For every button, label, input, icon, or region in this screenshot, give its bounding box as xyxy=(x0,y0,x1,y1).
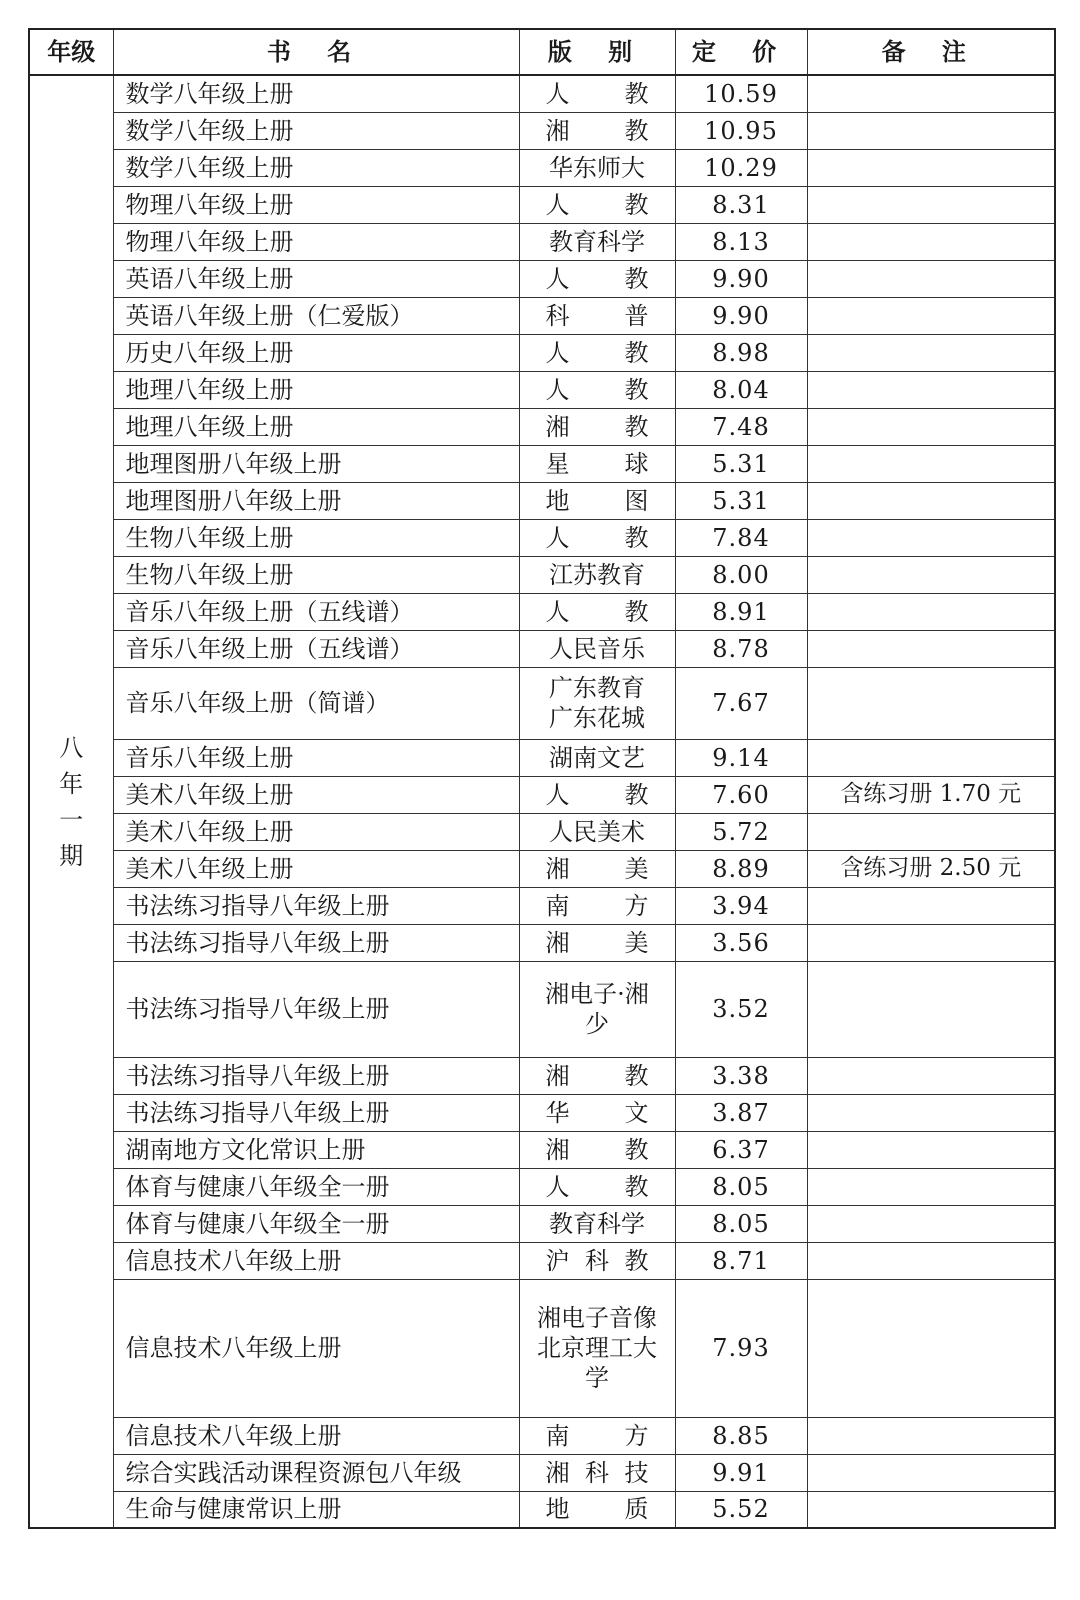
edition-cell xyxy=(519,75,675,112)
book-name-cell: 湖南地方文化常识上册 xyxy=(113,1131,519,1168)
note-cell xyxy=(807,813,1055,850)
header-grade: 年级 xyxy=(29,29,113,75)
price-cell: 3.56 xyxy=(675,924,807,961)
table-row xyxy=(29,630,1055,667)
edition-cell xyxy=(519,739,675,776)
edition-text: 北京理工大 xyxy=(537,1334,657,1362)
edition-text: 人 教 xyxy=(545,79,649,108)
table-row xyxy=(29,519,1055,556)
edition-cell xyxy=(519,1057,675,1094)
price-cell: 8.78 xyxy=(675,630,807,667)
book-name-cell: 物理八年级上册 xyxy=(113,186,519,223)
book-name-cell: 书法练习指导八年级上册 xyxy=(113,1057,519,1094)
note-cell xyxy=(807,1242,1055,1279)
book-name-cell: 美术八年级上册 xyxy=(113,850,519,887)
note-cell xyxy=(807,1057,1055,1094)
note-cell xyxy=(807,1279,1055,1417)
edition-text: 学 xyxy=(585,1364,609,1392)
note-cell xyxy=(807,75,1055,112)
textbook-price-table xyxy=(28,28,1056,1529)
edition-text: 地 图 xyxy=(545,486,649,515)
price-cell: 6.37 xyxy=(675,1131,807,1168)
edition-text: 教育科学 xyxy=(549,227,645,256)
table-row xyxy=(29,1491,1055,1528)
book-name-cell: 物理八年级上册 xyxy=(113,223,519,260)
edition-text: 人 教 xyxy=(545,375,649,404)
table-row xyxy=(29,850,1055,887)
table-row xyxy=(29,667,1055,739)
edition-cell xyxy=(519,1491,675,1528)
book-name-cell: 美术八年级上册 xyxy=(113,813,519,850)
note-cell: 含练习册 2.50 元 xyxy=(807,850,1055,887)
book-name-cell: 数学八年级上册 xyxy=(113,112,519,149)
table-row xyxy=(29,593,1055,630)
book-name-cell: 生命与健康常识上册 xyxy=(113,1491,519,1528)
edition-cell xyxy=(519,482,675,519)
table-row xyxy=(29,739,1055,776)
price-cell: 8.91 xyxy=(675,593,807,630)
book-name-cell: 书法练习指导八年级上册 xyxy=(113,1094,519,1131)
table-row xyxy=(29,75,1055,112)
edition-text: 广东花城 xyxy=(549,704,645,732)
note-cell xyxy=(807,556,1055,593)
price-cell: 8.00 xyxy=(675,556,807,593)
edition-text: 华 文 xyxy=(545,1098,649,1127)
book-name-cell: 体育与健康八年级全一册 xyxy=(113,1168,519,1205)
table-row xyxy=(29,223,1055,260)
table-row xyxy=(29,887,1055,924)
edition-cell xyxy=(519,371,675,408)
edition-text: 人 教 xyxy=(545,780,649,809)
edition-cell xyxy=(519,813,675,850)
table-row xyxy=(29,445,1055,482)
book-name-cell: 地理图册八年级上册 xyxy=(113,482,519,519)
book-name-cell: 生物八年级上册 xyxy=(113,519,519,556)
book-name-cell: 数学八年级上册 xyxy=(113,75,519,112)
edition-cell xyxy=(519,1131,675,1168)
price-cell: 10.59 xyxy=(675,75,807,112)
header-price: 定 价 xyxy=(675,29,807,75)
edition-text: 地 质 xyxy=(545,1495,649,1524)
table-header-row xyxy=(29,29,1055,75)
edition-text: 人 教 xyxy=(545,523,649,552)
table-row xyxy=(29,776,1055,813)
note-cell xyxy=(807,297,1055,334)
price-cell: 8.04 xyxy=(675,371,807,408)
price-cell: 3.52 xyxy=(675,961,807,1057)
edition-text: 湘 科 技 xyxy=(545,1458,649,1487)
price-cell: 7.48 xyxy=(675,408,807,445)
edition-cell xyxy=(519,1094,675,1131)
price-cell: 8.05 xyxy=(675,1168,807,1205)
book-name-cell: 英语八年级上册（仁爱版） xyxy=(113,297,519,334)
edition-cell xyxy=(519,297,675,334)
note-cell xyxy=(807,1168,1055,1205)
price-cell: 5.31 xyxy=(675,482,807,519)
price-cell: 8.71 xyxy=(675,1242,807,1279)
note-cell xyxy=(807,593,1055,630)
edition-cell xyxy=(519,186,675,223)
note-cell xyxy=(807,739,1055,776)
edition-cell xyxy=(519,519,675,556)
table-row xyxy=(29,1168,1055,1205)
price-cell: 8.85 xyxy=(675,1417,807,1454)
edition-cell xyxy=(519,445,675,482)
edition-cell xyxy=(519,260,675,297)
note-cell xyxy=(807,371,1055,408)
note-cell xyxy=(807,630,1055,667)
table-row xyxy=(29,556,1055,593)
book-name-cell: 音乐八年级上册（简谱） xyxy=(113,667,519,739)
price-cell: 8.89 xyxy=(675,850,807,887)
edition-cell xyxy=(519,1279,675,1417)
edition-cell xyxy=(519,776,675,813)
table-row xyxy=(29,297,1055,334)
book-name-cell: 音乐八年级上册 xyxy=(113,739,519,776)
note-cell xyxy=(807,334,1055,371)
book-name-cell: 书法练习指导八年级上册 xyxy=(113,887,519,924)
table-row xyxy=(29,961,1055,1057)
edition-text: 湘电子·湘 xyxy=(545,980,649,1008)
price-cell: 9.90 xyxy=(675,260,807,297)
price-cell: 7.93 xyxy=(675,1279,807,1417)
book-name-cell: 信息技术八年级上册 xyxy=(113,1242,519,1279)
book-name-cell: 英语八年级上册 xyxy=(113,260,519,297)
price-cell: 8.31 xyxy=(675,186,807,223)
book-name-cell: 数学八年级上册 xyxy=(113,149,519,186)
grade-label: 八年一期 xyxy=(59,733,84,870)
table-row xyxy=(29,186,1055,223)
book-name-cell: 书法练习指导八年级上册 xyxy=(113,961,519,1057)
price-cell: 7.67 xyxy=(675,667,807,739)
table-row xyxy=(29,149,1055,186)
table-row xyxy=(29,1279,1055,1417)
price-cell: 7.60 xyxy=(675,776,807,813)
edition-cell xyxy=(519,1417,675,1454)
price-cell: 3.94 xyxy=(675,887,807,924)
edition-cell xyxy=(519,961,675,1057)
edition-cell xyxy=(519,1242,675,1279)
edition-cell xyxy=(519,850,675,887)
table-row xyxy=(29,1454,1055,1491)
edition-text: 华东师大 xyxy=(549,153,645,182)
edition-text: 湘 教 xyxy=(545,1135,649,1164)
note-cell xyxy=(807,1205,1055,1242)
table-row xyxy=(29,112,1055,149)
edition-text: 科 普 xyxy=(545,301,649,330)
edition-text: 人民音乐 xyxy=(549,634,645,663)
table-body xyxy=(29,75,1055,1528)
book-name-cell: 地理图册八年级上册 xyxy=(113,445,519,482)
edition-text: 教育科学 xyxy=(549,1209,645,1238)
edition-cell xyxy=(519,1454,675,1491)
note-cell xyxy=(807,408,1055,445)
edition-cell xyxy=(519,112,675,149)
note-cell xyxy=(807,1094,1055,1131)
grade-cell xyxy=(29,75,113,1528)
book-name-cell: 音乐八年级上册（五线谱） xyxy=(113,630,519,667)
edition-text: 湘电子音像 xyxy=(537,1304,657,1332)
note-cell xyxy=(807,961,1055,1057)
edition-text: 湘 教 xyxy=(545,1061,649,1090)
table-row xyxy=(29,813,1055,850)
book-name-cell: 生物八年级上册 xyxy=(113,556,519,593)
note-cell xyxy=(807,887,1055,924)
note-cell xyxy=(807,260,1055,297)
edition-text: 南 方 xyxy=(545,891,649,920)
edition-text: 人 教 xyxy=(545,190,649,219)
edition-text: 人 教 xyxy=(545,597,649,626)
note-cell xyxy=(807,667,1055,739)
edition-cell xyxy=(519,408,675,445)
edition-text: 南 方 xyxy=(545,1421,649,1450)
table-row xyxy=(29,1131,1055,1168)
note-cell xyxy=(807,1454,1055,1491)
edition-text: 人民美术 xyxy=(549,817,645,846)
table-row xyxy=(29,1205,1055,1242)
note-cell xyxy=(807,1491,1055,1528)
book-name-cell: 信息技术八年级上册 xyxy=(113,1417,519,1454)
note-cell: 含练习册 1.70 元 xyxy=(807,776,1055,813)
table-row xyxy=(29,1094,1055,1131)
book-name-cell: 历史八年级上册 xyxy=(113,334,519,371)
book-name-cell: 美术八年级上册 xyxy=(113,776,519,813)
edition-cell xyxy=(519,667,675,739)
edition-cell xyxy=(519,630,675,667)
edition-cell xyxy=(519,924,675,961)
note-cell xyxy=(807,1417,1055,1454)
edition-text: 星 球 xyxy=(545,449,649,478)
price-cell: 3.38 xyxy=(675,1057,807,1094)
edition-text: 湖南文艺 xyxy=(549,743,645,772)
price-cell: 9.14 xyxy=(675,739,807,776)
note-cell xyxy=(807,482,1055,519)
edition-cell xyxy=(519,593,675,630)
table-row xyxy=(29,1242,1055,1279)
note-cell xyxy=(807,223,1055,260)
edition-text: 广东教育 xyxy=(549,674,645,702)
book-name-cell: 地理八年级上册 xyxy=(113,371,519,408)
price-cell: 10.29 xyxy=(675,149,807,186)
edition-cell xyxy=(519,223,675,260)
price-cell: 5.52 xyxy=(675,1491,807,1528)
price-cell: 9.91 xyxy=(675,1454,807,1491)
note-cell xyxy=(807,445,1055,482)
table-row xyxy=(29,482,1055,519)
book-name-cell: 信息技术八年级上册 xyxy=(113,1279,519,1417)
edition-text: 人 教 xyxy=(545,264,649,293)
edition-cell xyxy=(519,334,675,371)
price-cell: 8.05 xyxy=(675,1205,807,1242)
book-name-cell: 综合实践活动课程资源包八年级 xyxy=(113,1454,519,1491)
book-name-cell: 体育与健康八年级全一册 xyxy=(113,1205,519,1242)
price-cell: 5.72 xyxy=(675,813,807,850)
table-row xyxy=(29,334,1055,371)
edition-cell xyxy=(519,887,675,924)
edition-text: 湘 教 xyxy=(545,412,649,441)
edition-text: 沪 科 教 xyxy=(545,1246,649,1275)
header-book-name: 书 名 xyxy=(113,29,519,75)
edition-text: 湘 教 xyxy=(545,116,649,145)
table-row xyxy=(29,371,1055,408)
edition-text: 江苏教育 xyxy=(549,560,645,589)
edition-text: 少 xyxy=(585,1010,609,1038)
edition-cell xyxy=(519,556,675,593)
edition-text: 人 教 xyxy=(545,338,649,367)
book-name-cell: 地理八年级上册 xyxy=(113,408,519,445)
price-cell: 5.31 xyxy=(675,445,807,482)
edition-text: 人 教 xyxy=(545,1172,649,1201)
header-note: 备 注 xyxy=(807,29,1055,75)
edition-cell xyxy=(519,149,675,186)
edition-text: 湘 美 xyxy=(545,928,649,957)
price-cell: 3.87 xyxy=(675,1094,807,1131)
table-row xyxy=(29,924,1055,961)
edition-cell xyxy=(519,1205,675,1242)
note-cell xyxy=(807,186,1055,223)
book-name-cell: 音乐八年级上册（五线谱） xyxy=(113,593,519,630)
header-edition: 版 别 xyxy=(519,29,675,75)
price-cell: 9.90 xyxy=(675,297,807,334)
table-row xyxy=(29,1057,1055,1094)
price-cell: 10.95 xyxy=(675,112,807,149)
table-row xyxy=(29,260,1055,297)
edition-cell xyxy=(519,1168,675,1205)
price-cell: 7.84 xyxy=(675,519,807,556)
note-cell xyxy=(807,519,1055,556)
table-row xyxy=(29,1417,1055,1454)
price-cell: 8.98 xyxy=(675,334,807,371)
note-cell xyxy=(807,924,1055,961)
edition-text: 湘 美 xyxy=(545,854,649,883)
table-row xyxy=(29,408,1055,445)
note-cell xyxy=(807,149,1055,186)
note-cell xyxy=(807,112,1055,149)
price-cell: 8.13 xyxy=(675,223,807,260)
book-name-cell: 书法练习指导八年级上册 xyxy=(113,924,519,961)
note-cell xyxy=(807,1131,1055,1168)
